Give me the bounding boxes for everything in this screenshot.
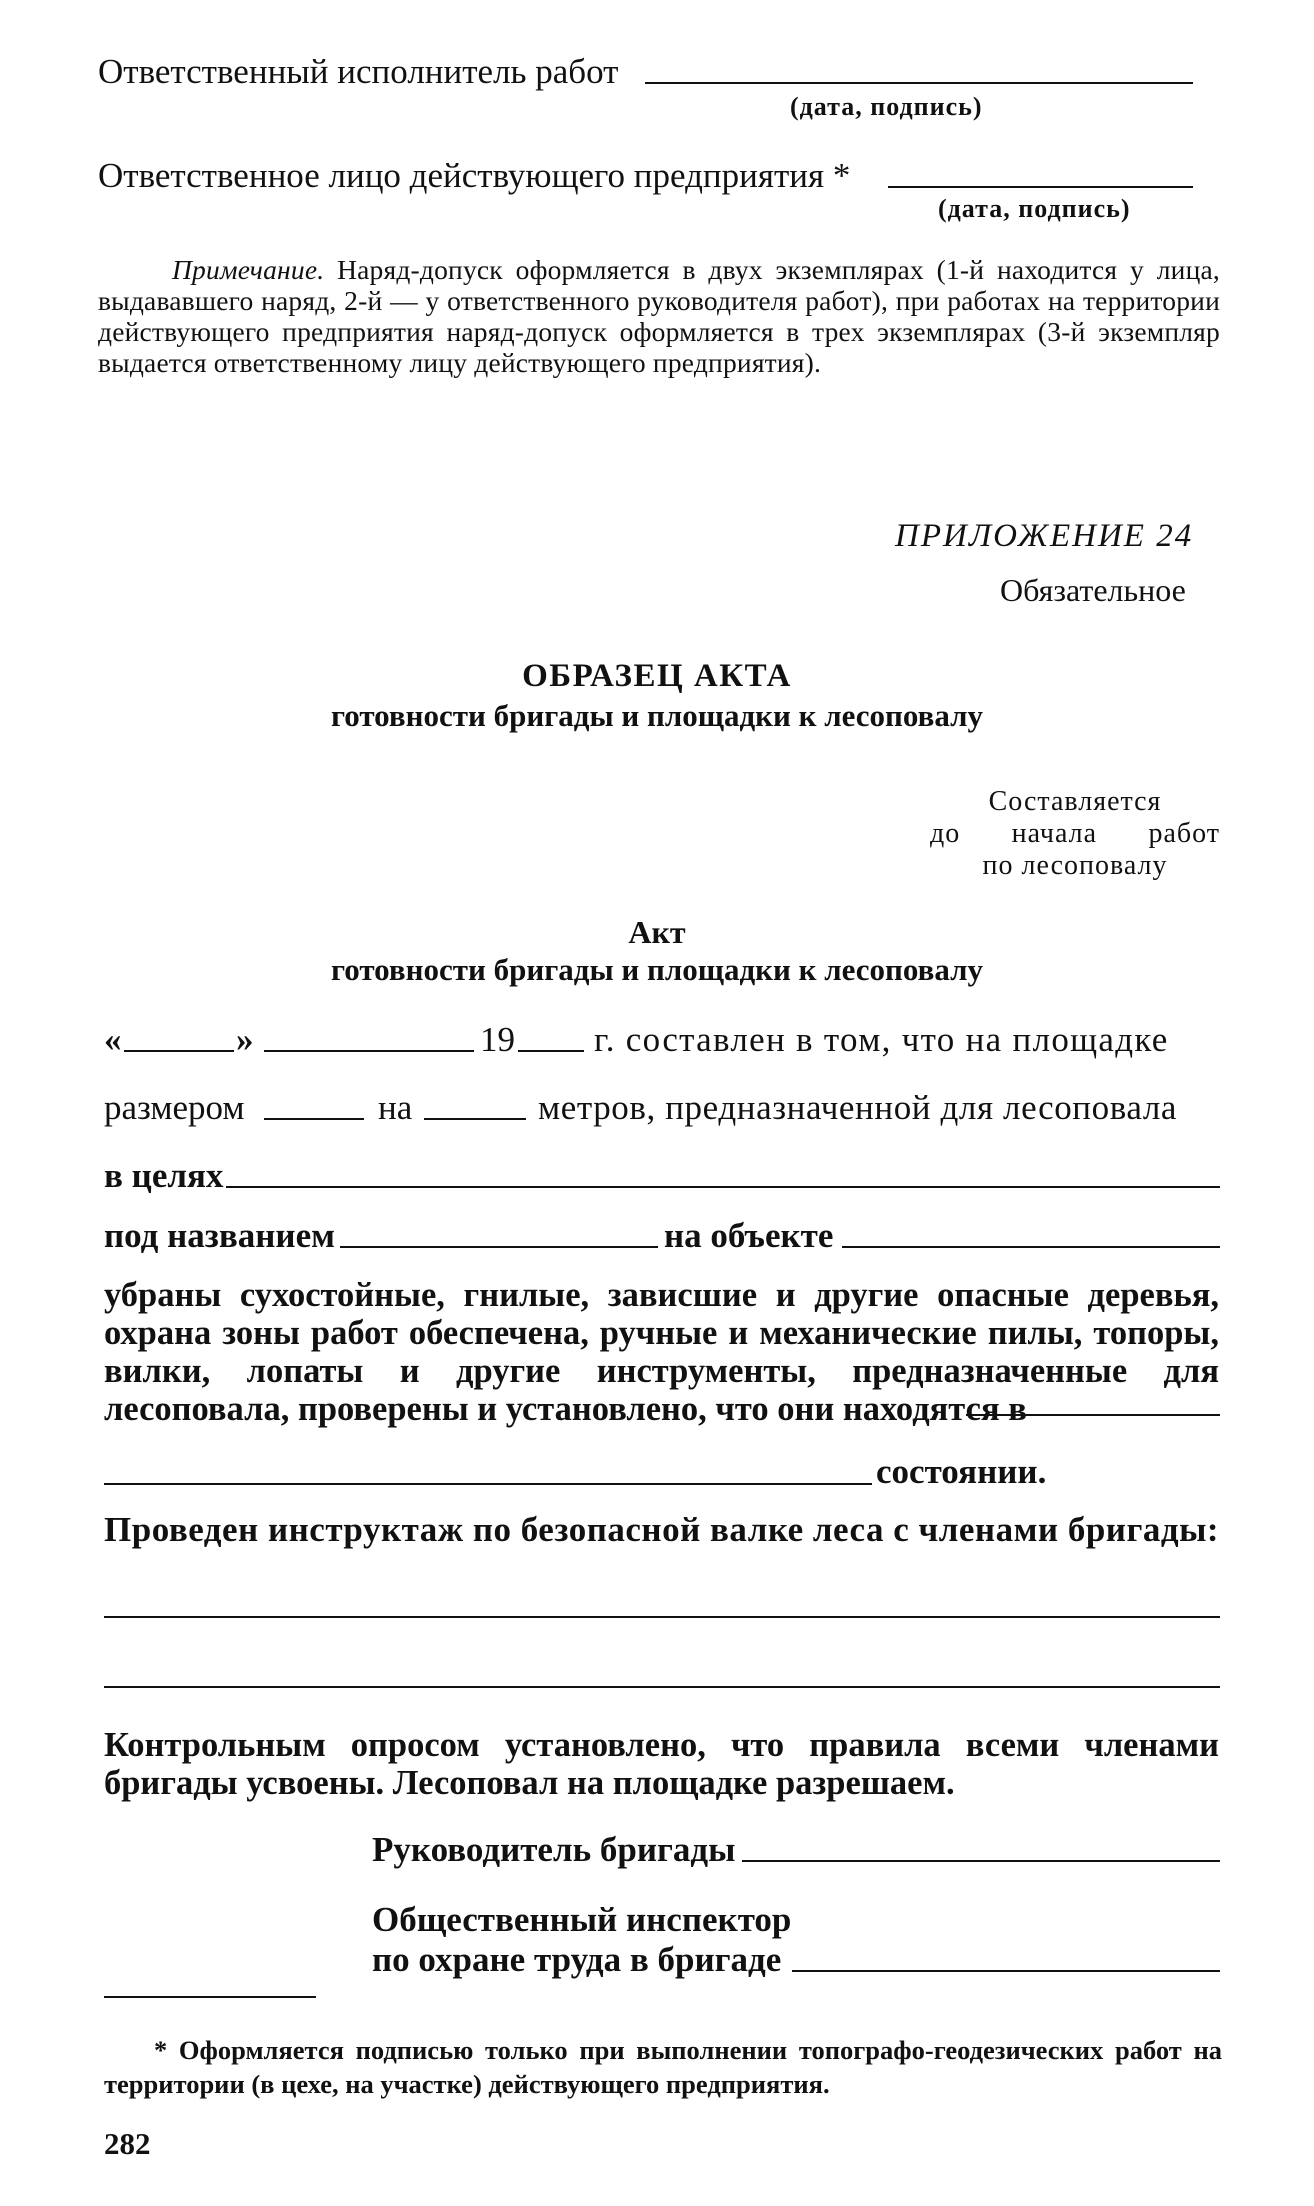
footnote (104, 2033, 1222, 2101)
size-length-line (264, 1118, 364, 1120)
date-suffix: г. составлен в том, что на площадке (594, 1020, 1169, 1059)
purpose-line (226, 1186, 1220, 1188)
executor-hint: (дата, подпись) (790, 92, 983, 121)
month-line (264, 1050, 474, 1052)
body-paragraph (104, 1276, 1219, 1428)
inspector-label-line2: по охране труда в бригаде (372, 1940, 782, 1979)
executor-signature-line (645, 82, 1193, 84)
state-text: состоянии. (876, 1452, 1047, 1491)
name-line (340, 1246, 658, 1248)
by-label: на (378, 1088, 413, 1127)
size-width-line (424, 1118, 526, 1120)
object-label: на объекте (664, 1216, 834, 1255)
executor-label: Ответственный исполнитель работ (98, 52, 619, 91)
compiled-note (930, 786, 1220, 882)
leader-label: Руководитель бригады (372, 1830, 736, 1869)
leader-signature-line (742, 1860, 1220, 1862)
body-text: убраны сухостойные, гнилые, зависшие и другие опасные деревья, охрана зоны работ обеспечена, ручные и механические пилы, топоры, вилки, лопаты и другие инструменты, предназначенные для лесоповала, проверены и установлено, что они находятся в (104, 1276, 1219, 1428)
year-prefix: 19 (480, 1020, 515, 1059)
year-line (518, 1050, 584, 1052)
act-subtitle: готовности бригады и площадки к лесоповалу (330, 952, 984, 987)
compiled-note-line3: по лесоповалу (982, 850, 1168, 881)
conclusion-text: Контрольным опросом установлено, что правила всеми членами бригады усвоены. Лесоповал на площадке разрешаем. (104, 1726, 1219, 1802)
note-label: Примечание. (172, 254, 325, 285)
enterprise-label: Ответственное лицо действующего предприятия * (98, 156, 851, 195)
name-label: под названием (104, 1216, 335, 1255)
enterprise-hint: (дата, подпись) (938, 194, 1131, 223)
day-line (124, 1050, 234, 1052)
object-line (842, 1246, 1220, 1248)
act-title: Акт (628, 914, 686, 950)
inspector-label-line1: Общественный инспектор (372, 1900, 792, 1939)
footnote-text: * Оформляется подписью только при выполнении топографо-геодезических работ на территории (в цехе, на участке) действующего предприятия. (104, 2035, 1222, 2099)
condition-line-1 (966, 1414, 1220, 1416)
inspector-signature-line (792, 1970, 1220, 1972)
conclusion-paragraph (104, 1726, 1219, 1802)
quote-open: « (104, 1020, 122, 1059)
note-paragraph (98, 254, 1220, 378)
compiled-note-line1: Составляется (988, 786, 1162, 817)
purpose-label: в целях (104, 1156, 224, 1195)
size-label: размером (104, 1088, 245, 1127)
footnote-separator (104, 1996, 316, 1998)
briefing-line-2 (104, 1686, 1220, 1688)
meters-text: метров, предназначенной для лесоповала (538, 1088, 1178, 1127)
briefing-text: Проведен инструктаж по безопасной валке леса с членами бригады: (104, 1510, 1220, 1549)
appendix-title: ПРИЛОЖЕНИЕ 24 (895, 518, 1194, 554)
enterprise-signature-line (888, 186, 1193, 188)
sample-subtitle: готовности бригады и площадки к лесоповалу (330, 698, 984, 733)
briefing-line-1 (104, 1616, 1220, 1618)
compiled-note-line2: до начала работ (930, 818, 1220, 849)
quote-close: » (236, 1020, 254, 1059)
condition-line-2 (104, 1483, 872, 1485)
page-number: 282 (104, 2126, 151, 2161)
sample-title: ОБРАЗЕЦ АКТА (522, 658, 792, 694)
note-text: Наряд-допуск оформляется в двух экземплярах (1-й находится у лица, выдававшего наряд, 2-й — у ответственного руководителя работ), при работах на территории действующего предприятия наряд-допуск оформляется в трех экземплярах (3-й экземпляр выдается ответственному лицу действующего предприятия). (98, 254, 1220, 378)
appendix-status: Обязательное (1000, 572, 1186, 608)
